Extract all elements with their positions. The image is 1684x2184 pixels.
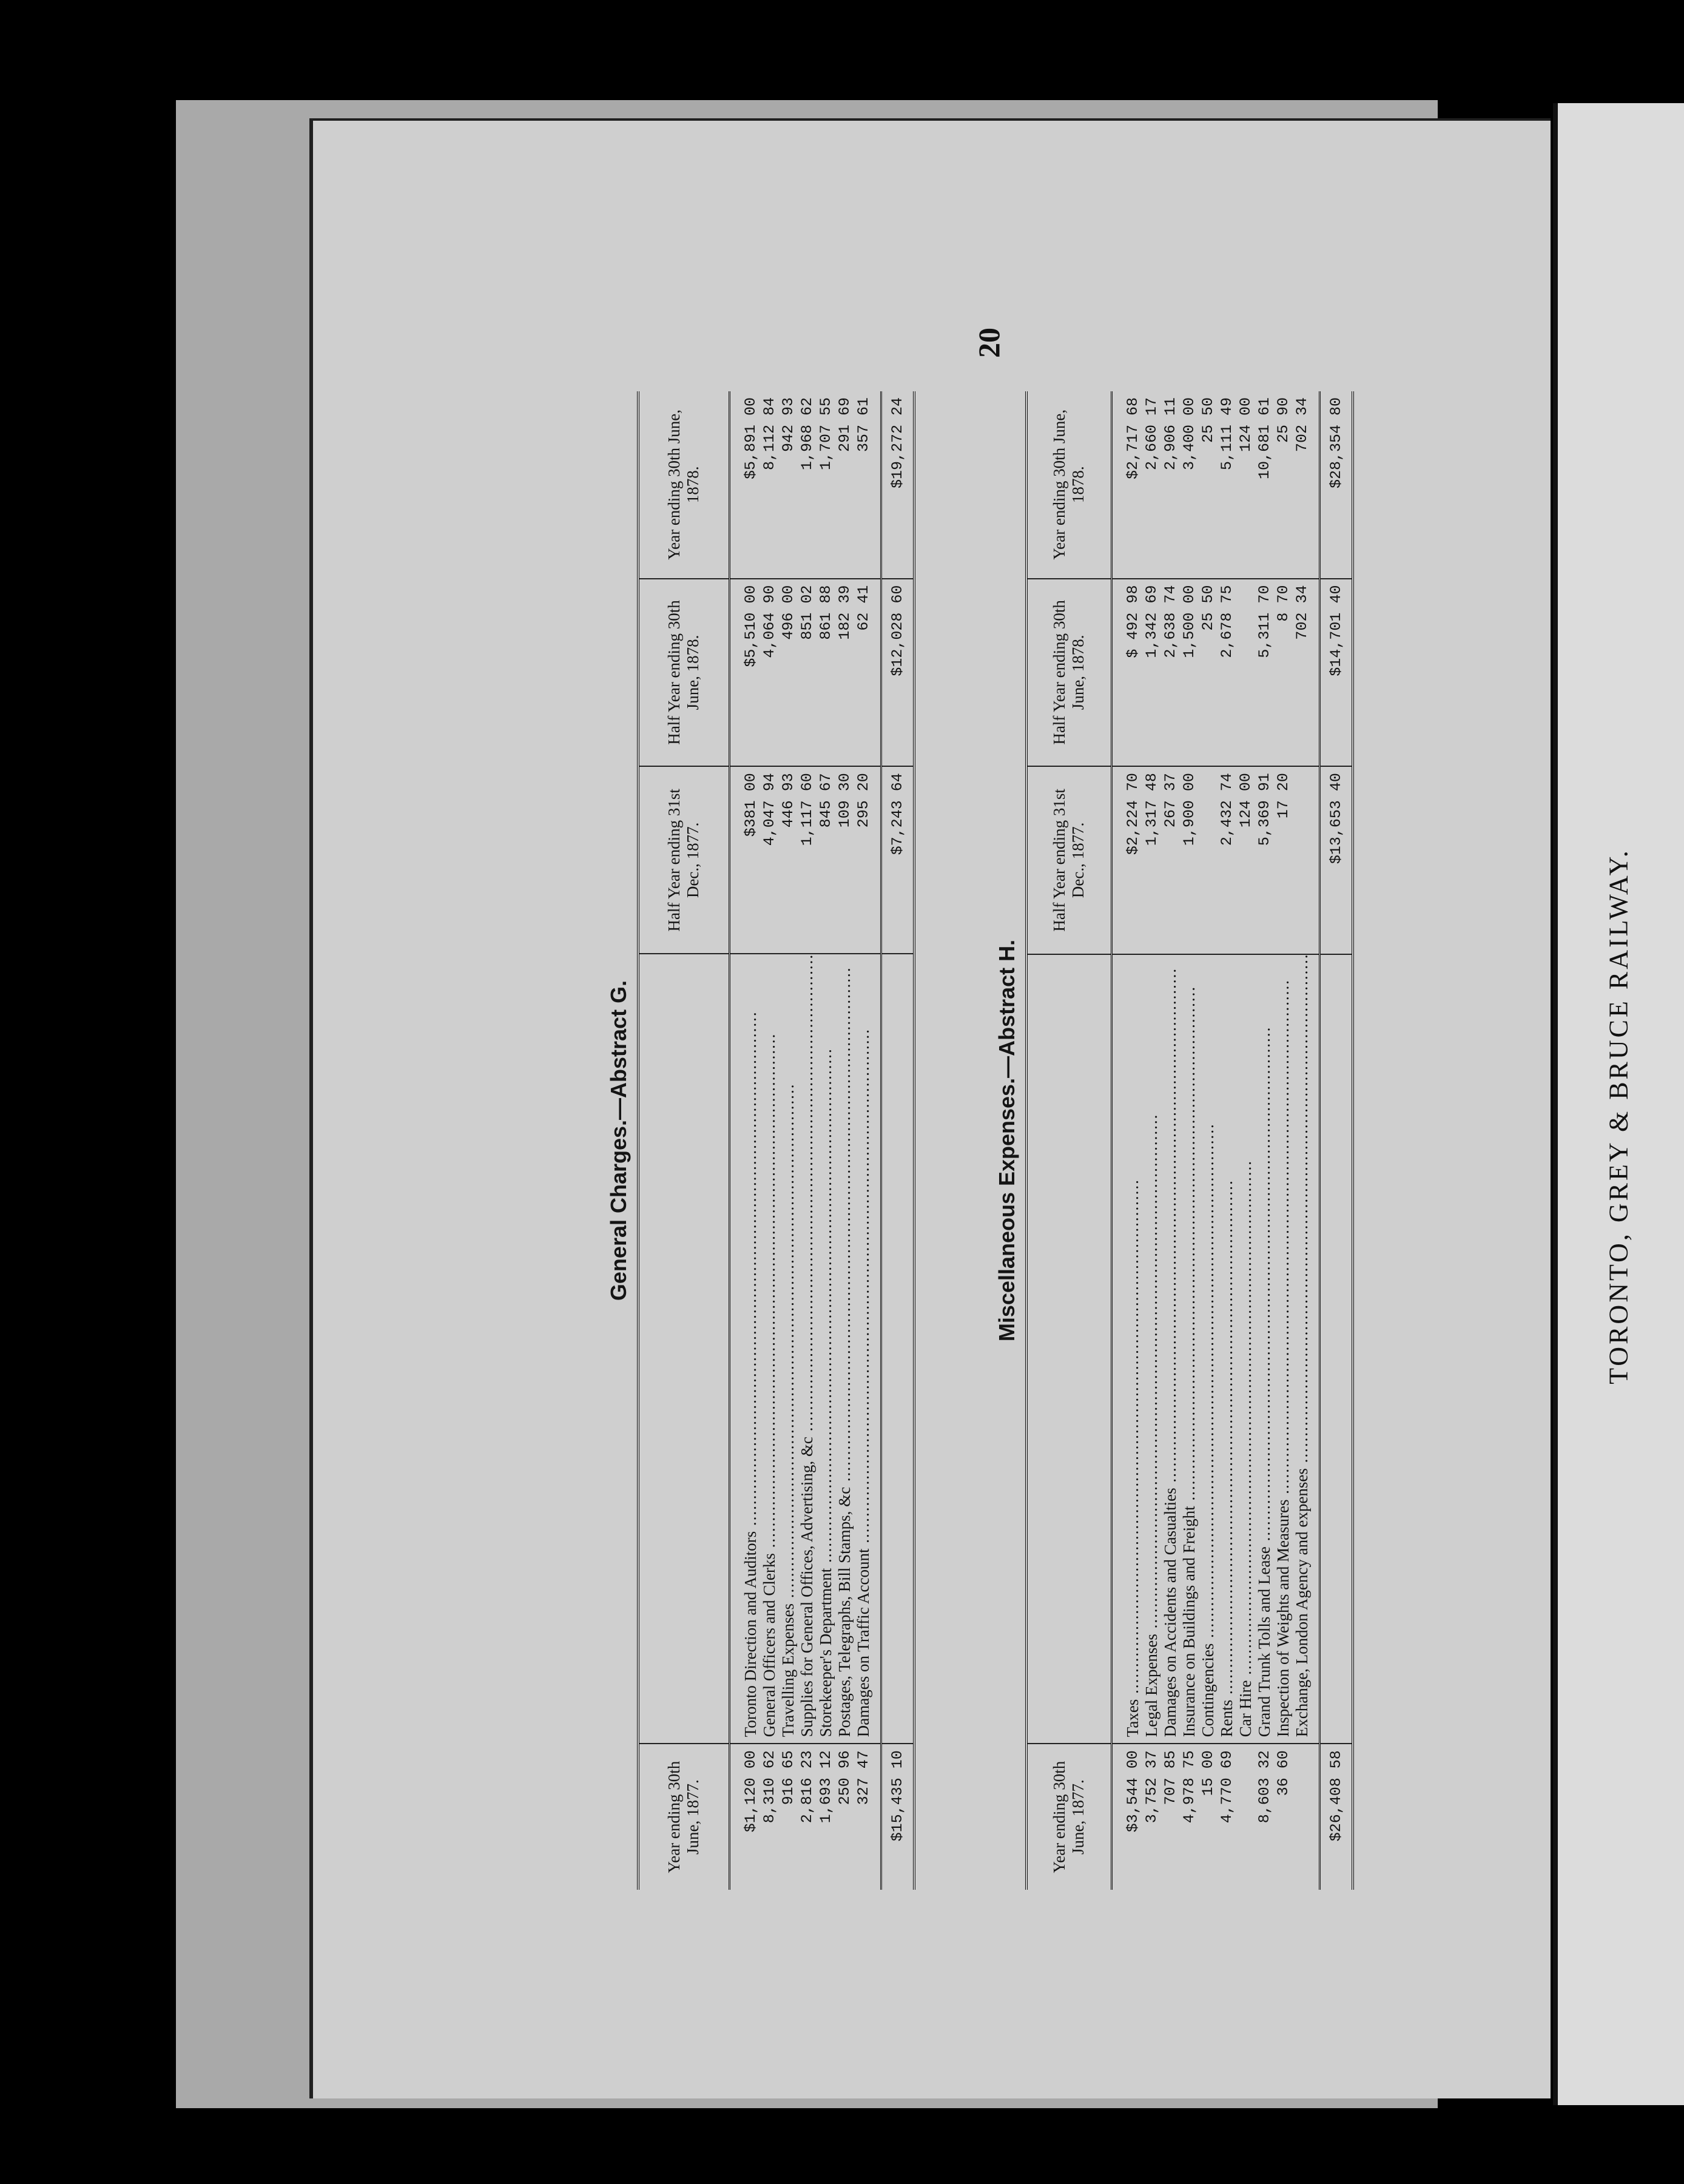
col-header-year-1878: Year ending 30th June, 1878. (638, 391, 729, 579)
col-header-item (638, 954, 729, 1744)
cell-item (1180, 954, 1199, 1744)
cell-half-1878: 861 88 (817, 579, 835, 767)
cell-year-1877 (1293, 1744, 1320, 1890)
cell-year-1878: 25 90 (1274, 391, 1293, 579)
item-label: Toronto Direction and Auditors ..... (741, 1011, 759, 1737)
cell-year-1878: 124 00 (1236, 391, 1255, 579)
cell-half-1878: $ 492 98 (1111, 579, 1142, 767)
cell-item (1199, 954, 1218, 1744)
cell-year-1877: 15 00 (1199, 1750, 1217, 1796)
cell-year-1877: $3,544 00 (1123, 1750, 1142, 1833)
table-row (1180, 391, 1199, 1890)
item-label: Postages, Telegraphs, Bill Stamps, &c ..... (835, 966, 854, 1737)
item-label: Legal Expenses ..... (1142, 1114, 1160, 1737)
item-label: Travelling Expenses ..... (779, 1084, 797, 1737)
cell-year-1878: 702 34 (1293, 391, 1320, 579)
cell-half-1877: 446 93 (779, 766, 798, 954)
cell-half-1877: 1,900 00 (1180, 766, 1199, 954)
cell-half-1878: 62 41 (854, 579, 881, 767)
cell-half-1878: 1,342 69 (1142, 579, 1161, 767)
item-label: Damages on Traffic Account ..... (854, 1028, 872, 1737)
cell-item (760, 954, 779, 1744)
col-header-item (1026, 954, 1111, 1744)
table-row (1255, 391, 1274, 1890)
cell-half-1878: 4,064 90 (760, 579, 779, 767)
table-row (1142, 391, 1161, 1890)
cell-half-1877 (1293, 766, 1320, 954)
table-row (854, 391, 881, 1890)
cell-half-1877: $2,224 70 (1111, 766, 1142, 954)
cell-half-1877: 124 00 (1236, 766, 1255, 954)
cell-item (1236, 954, 1255, 1744)
cell-year-1878: $5,891 00 (729, 391, 760, 579)
totals-row (881, 391, 914, 1890)
cell-half-1877: $381 00 (729, 766, 760, 954)
cell-half-1878: 5,311 70 (1255, 579, 1274, 767)
cell-year-1877: 4,770 69 (1218, 1750, 1236, 1824)
cell-half-1877 (1199, 766, 1218, 954)
abstract-h-table (1025, 391, 1354, 1890)
total-item-blank (1319, 954, 1353, 1744)
table-row (1218, 391, 1236, 1890)
cell-year-1878: 25 50 (1199, 391, 1218, 579)
cell-item (1161, 954, 1180, 1744)
total-year-1877: $15,435 10 (881, 1744, 914, 1890)
table-row (1111, 391, 1142, 1890)
table-row (817, 391, 835, 1890)
running-footer-title: TORONTO, GREY & BRUCE RAILWAY. (1603, 848, 1634, 1384)
cell-half-1878: 182 39 (835, 579, 854, 767)
table-row (1199, 391, 1218, 1890)
cell-year-1878: 1,968 62 (798, 391, 817, 579)
cell-year-1877: 916 65 (779, 1750, 797, 1805)
cell-half-1878: 25 50 (1199, 579, 1218, 767)
cell-year-1877: 4,978 75 (1180, 1750, 1198, 1824)
cell-half-1878: 1,500 00 (1180, 579, 1199, 767)
table-row (835, 391, 854, 1890)
cell-half-1878: 702 34 (1293, 579, 1320, 767)
total-item-blank (881, 954, 914, 1744)
cell-half-1877: 5,369 91 (1255, 766, 1274, 954)
cell-year-1877: 8,310 62 (760, 1750, 778, 1824)
cell-item (729, 954, 760, 1744)
total-half-1878: $14,701 40 (1319, 579, 1353, 767)
cell-half-1878: $5,510 00 (729, 579, 760, 767)
cell-half-1877: 295 20 (854, 766, 881, 954)
cell-year-1878: 10,681 61 (1255, 391, 1274, 579)
cell-year-1878: 357 61 (854, 391, 881, 579)
cell-year-1878: $2,717 68 (1111, 391, 1142, 579)
cell-year-1877: 2,816 23 (798, 1750, 816, 1824)
cell-year-1877: $1,120 00 (741, 1750, 759, 1833)
total-half-1877: $7,243 64 (881, 766, 914, 954)
cell-half-1877: 17 20 (1274, 766, 1293, 954)
item-label: Damages on Accidents and Casualties ..... (1161, 968, 1179, 1737)
cell-half-1878: 851 02 (798, 579, 817, 767)
cell-year-1878: 2,660 17 (1142, 391, 1161, 579)
cell-year-1878: 3,400 00 (1180, 391, 1199, 579)
cell-half-1877: 1,117 60 (798, 766, 817, 954)
col-header-half-1877: Half Year ending 31st Dec., 1877. (638, 766, 729, 954)
cell-item (1142, 954, 1161, 1744)
cell-item (1293, 954, 1320, 1744)
cell-year-1877: 250 96 (835, 1750, 854, 1805)
cell-item (835, 954, 854, 1744)
col-header-half-1877: Half Year ending 31st Dec., 1877. (1026, 766, 1111, 954)
page-number: 20 (972, 328, 1006, 358)
item-label: Rents ..... (1218, 1179, 1236, 1737)
cell-half-1877: 109 30 (835, 766, 854, 954)
item-label: Car Hire ..... (1236, 1160, 1255, 1737)
cell-year-1877: 1,693 12 (817, 1750, 835, 1824)
total-year-1878: $19,272 24 (881, 391, 914, 579)
totals-row (1319, 391, 1353, 1890)
cell-half-1877: 845 67 (817, 766, 835, 954)
col-header-half-1878: Half Year ending 30th June, 1878. (638, 579, 729, 767)
item-label: Taxes ..... (1123, 1179, 1142, 1737)
item-label: General Officers and Clerks ..... (760, 1033, 778, 1737)
col-header-year-1878: Year ending 30th June, 1878. (1026, 391, 1111, 579)
cell-half-1877: 4,047 94 (760, 766, 779, 954)
total-half-1878: $12,028 60 (881, 579, 914, 767)
item-label: Contingencies ..... (1199, 1123, 1217, 1737)
table-row (729, 391, 760, 1890)
abstract-g-table (637, 391, 915, 1890)
cell-item (1111, 954, 1142, 1744)
abstract-h-title: Miscellaneous Expenses.—Abstract H. (994, 939, 1019, 1342)
item-label: Exchange, London Agency and expenses ..... (1293, 954, 1311, 1737)
cell-item (854, 954, 881, 1744)
item-label: Insurance on Buildings and Freight ..... (1180, 986, 1198, 1737)
total-year-1877: $26,408 58 (1319, 1744, 1353, 1890)
cell-item (798, 954, 817, 1744)
cell-year-1878: 942 93 (779, 391, 798, 579)
total-half-1877: $13,653 40 (1319, 766, 1353, 954)
cell-half-1877: 2,432 74 (1218, 766, 1236, 954)
item-label: Grand Trunk Tolls and Lease ..... (1255, 1026, 1273, 1737)
item-label: Supplies for General Offices, Advertising, &c ..... (798, 954, 816, 1737)
cell-half-1877: 1,317 48 (1142, 766, 1161, 954)
table-row (1236, 391, 1255, 1890)
cell-item (1255, 954, 1274, 1744)
cell-year-1877: 8,603 32 (1255, 1750, 1273, 1824)
cell-year-1877: 36 60 (1274, 1750, 1292, 1796)
col-header-year-1877: Year ending 30th June, 1877. (638, 1744, 729, 1890)
cell-half-1878: 2,638 74 (1161, 579, 1180, 767)
abstract-g-title: General Charges.—Abstract G. (606, 980, 631, 1301)
cell-year-1878: 2,906 11 (1161, 391, 1180, 579)
table-row (1274, 391, 1293, 1890)
cell-item (1218, 954, 1236, 1744)
cell-year-1878: 5,111 49 (1218, 391, 1236, 579)
cell-half-1878: 2,678 75 (1218, 579, 1236, 767)
cell-half-1878: 8 70 (1274, 579, 1293, 767)
cell-item (1274, 954, 1293, 1744)
cell-item (779, 954, 798, 1744)
cell-half-1878 (1236, 579, 1255, 767)
table-row (1293, 391, 1320, 1890)
cell-item (817, 954, 835, 1744)
total-year-1878: $28,354 80 (1319, 391, 1353, 579)
cell-year-1877 (1236, 1744, 1255, 1890)
table-row (779, 391, 798, 1890)
cell-year-1878: 8,112 84 (760, 391, 779, 579)
table-row (1161, 391, 1180, 1890)
table-row (760, 391, 779, 1890)
cell-year-1878: 1,707 55 (817, 391, 835, 579)
cell-year-1877: 707 85 (1161, 1750, 1179, 1805)
cell-year-1878: 291 69 (835, 391, 854, 579)
abstract-g-section (601, 391, 915, 1890)
abstract-h-section (989, 391, 1354, 1890)
col-header-half-1878: Half Year ending 30th June, 1878. (1026, 579, 1111, 767)
cell-year-1877: 327 47 (854, 1750, 872, 1805)
item-label: Storekeeper's Department ..... (817, 1048, 835, 1737)
item-label: Inspection of Weights and Measures ..... (1274, 979, 1292, 1737)
cell-half-1878: 496 00 (779, 579, 798, 767)
cell-year-1877: 3,752 37 (1142, 1750, 1160, 1824)
cell-half-1877: 267 37 (1161, 766, 1180, 954)
table-row (798, 391, 817, 1890)
document-page (309, 118, 1551, 2098)
col-header-year-1877: Year ending 30th June, 1877. (1026, 1744, 1111, 1890)
